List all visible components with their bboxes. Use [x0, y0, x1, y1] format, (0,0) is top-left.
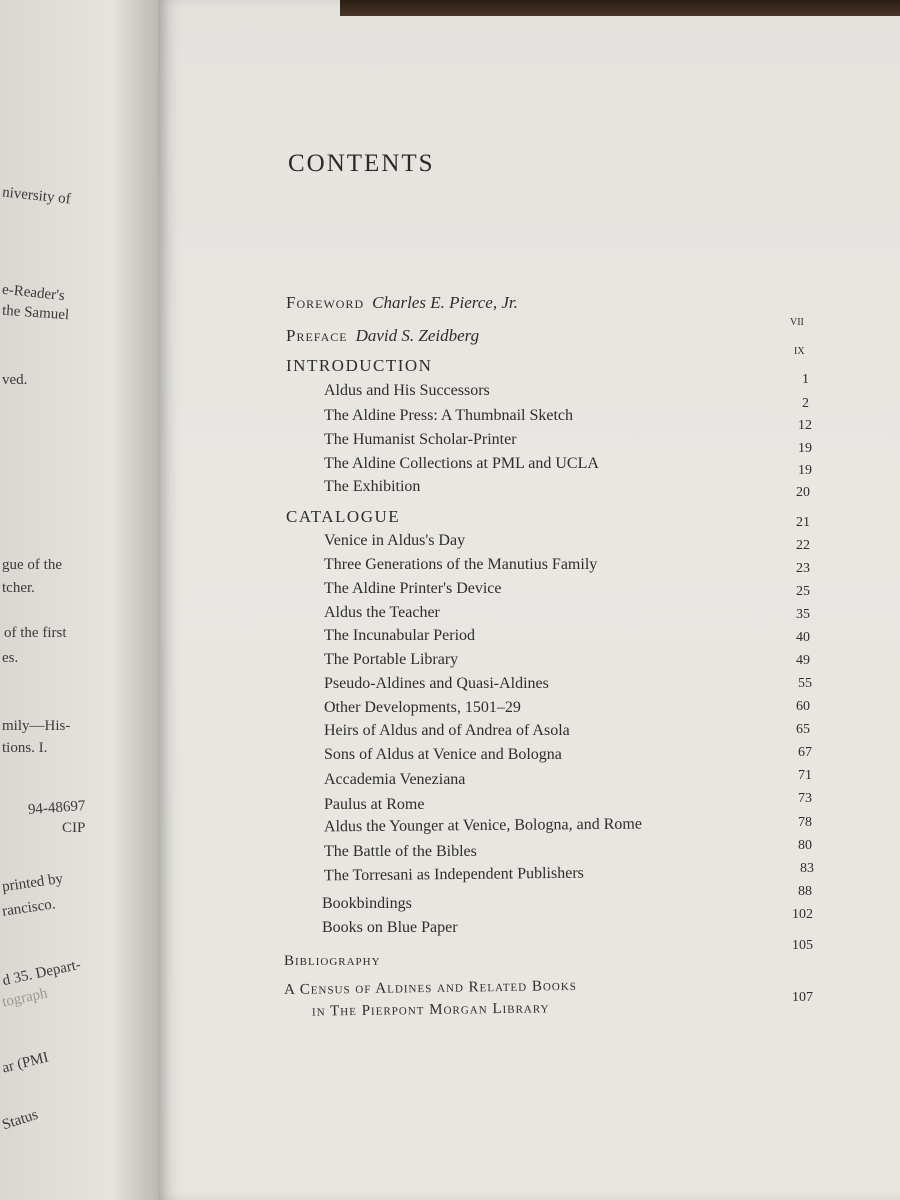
toc-entry-label: Preface	[286, 326, 348, 345]
toc-page-number: 60	[796, 699, 810, 714]
toc-entry: Venice in Aldus's Day	[324, 532, 466, 549]
toc-page-number: 105	[792, 938, 813, 953]
toc-page-number: 83	[800, 861, 814, 876]
toc-page-number: 80	[798, 838, 812, 853]
toc-page-number: 88	[798, 884, 812, 899]
toc-page-number: 65	[796, 722, 810, 737]
left-page-text-fragment: tions. I.	[2, 740, 48, 756]
toc-entry: The Humanist Scholar-Printer	[324, 431, 517, 448]
toc-entry-foreword	[286, 293, 518, 313]
toc-page-number: 40	[796, 630, 810, 645]
left-page-text-fragment: es.	[2, 650, 19, 666]
toc-entry: Accademia Veneziana	[324, 771, 466, 788]
left-page-text-fragment: mily—His-	[2, 718, 71, 734]
left-page-text-fragment: gue of the	[2, 557, 62, 573]
toc-section-catalogue: CATALOGUE	[286, 507, 401, 526]
toc-entry: The Battle of the Bibles	[324, 843, 477, 860]
toc-section-bibliography: Bibliography	[284, 953, 381, 969]
left-page-text-fragment: of the first	[4, 625, 67, 641]
toc-entry: Aldus the Younger at Venice, Bologna, and Rome	[323, 815, 642, 836]
toc-page-number: 21	[796, 515, 810, 530]
left-page-text-fragment: 94-48697	[27, 798, 86, 818]
page-title: CONTENTS	[288, 150, 435, 177]
toc-page-number: 12	[798, 418, 812, 433]
toc-page-number: 102	[792, 907, 813, 922]
toc-entry: The Aldine Press: A Thumbnail Sketch	[324, 407, 574, 424]
toc-page-number: ix	[794, 343, 805, 358]
toc-page-number: 107	[792, 990, 813, 1005]
toc-page-number: 1	[802, 372, 809, 387]
toc-page-number: 35	[796, 607, 810, 622]
toc-page-number: 19	[798, 463, 812, 478]
left-page-text-fragment: tograph	[0, 985, 49, 1011]
toc-page-number: 25	[796, 584, 810, 599]
toc-page-number: 78	[798, 815, 812, 830]
toc-entry-author: Charles E. Pierce, Jr.	[372, 293, 518, 312]
toc-entry: Other Developments, 1501–29	[324, 699, 521, 716]
toc-entry-preface	[286, 326, 479, 346]
toc-entry-author: David S. Zeidberg	[355, 326, 480, 345]
left-page-text-fragment: d 35. Depart-	[1, 956, 83, 990]
toc-entry: The Aldine Printer's Device	[324, 580, 502, 597]
toc-entry: The Aldine Collections at PML and UCLA	[324, 455, 599, 472]
toc-page-number: 2	[802, 396, 809, 411]
toc-page-number: 23	[796, 561, 810, 576]
left-page-text-fragment: e-Reader's	[1, 281, 66, 305]
toc-section-census-line2: in The Pierpont Morgan Library	[311, 1000, 550, 1020]
left-page-text-fragment: rancisco.	[1, 896, 57, 920]
toc-entry: Three Generations of the Manutius Family	[324, 556, 598, 573]
left-page-text-fragment: ar (PMI	[0, 1049, 51, 1077]
toc-entry: Aldus the Teacher	[324, 604, 440, 621]
toc-page-number: 55	[798, 676, 812, 691]
left-page-text-fragment: printed by	[1, 870, 64, 896]
background-edge	[340, 0, 900, 16]
toc-entry: Bookbindings	[322, 895, 412, 912]
toc-entry-label: Foreword	[286, 293, 365, 312]
toc-section-census: A Census of Aldines and Related Books	[283, 977, 577, 999]
toc-page-number: 49	[796, 653, 810, 668]
left-page-text-fragment: the Samuel	[1, 302, 70, 324]
toc-entry: Paulus at Rome	[324, 796, 425, 813]
toc-entry: Aldus and His Successors	[324, 382, 490, 399]
toc-page-number: 73	[798, 791, 812, 806]
toc-entry: The Portable Library	[324, 651, 459, 668]
left-page-text-fragment: niversity of	[1, 184, 72, 208]
toc-entry: The Exhibition	[324, 478, 421, 495]
toc-page-number: vii	[790, 314, 804, 329]
toc-page-number: 20	[796, 485, 810, 500]
toc-section-introduction: INTRODUCTION	[286, 356, 433, 375]
toc-entry: Books on Blue Paper	[322, 919, 458, 936]
left-page-text-fragment: Status	[0, 1106, 41, 1134]
toc-entry: Pseudo-Aldines and Quasi-Aldines	[324, 675, 549, 692]
facing-page-left	[0, 0, 158, 1200]
toc-entry: Sons of Aldus at Venice and Bologna	[324, 746, 562, 763]
toc-page-number: 22	[796, 538, 810, 553]
toc-page-number: 67	[798, 745, 812, 760]
toc-entry: The Torresani as Independent Publishers	[323, 864, 584, 885]
toc-entry: Heirs of Aldus and of Andrea of Asola	[324, 722, 570, 739]
toc-page-number: 71	[798, 768, 812, 783]
left-page-text-fragment: CIP	[62, 820, 86, 836]
left-page-text-fragment: ved.	[2, 372, 28, 388]
toc-page-number: 19	[798, 441, 812, 456]
contents-page	[158, 0, 900, 1200]
toc-entry: The Incunabular Period	[324, 627, 476, 644]
left-page-text-fragment: tcher.	[2, 580, 35, 596]
